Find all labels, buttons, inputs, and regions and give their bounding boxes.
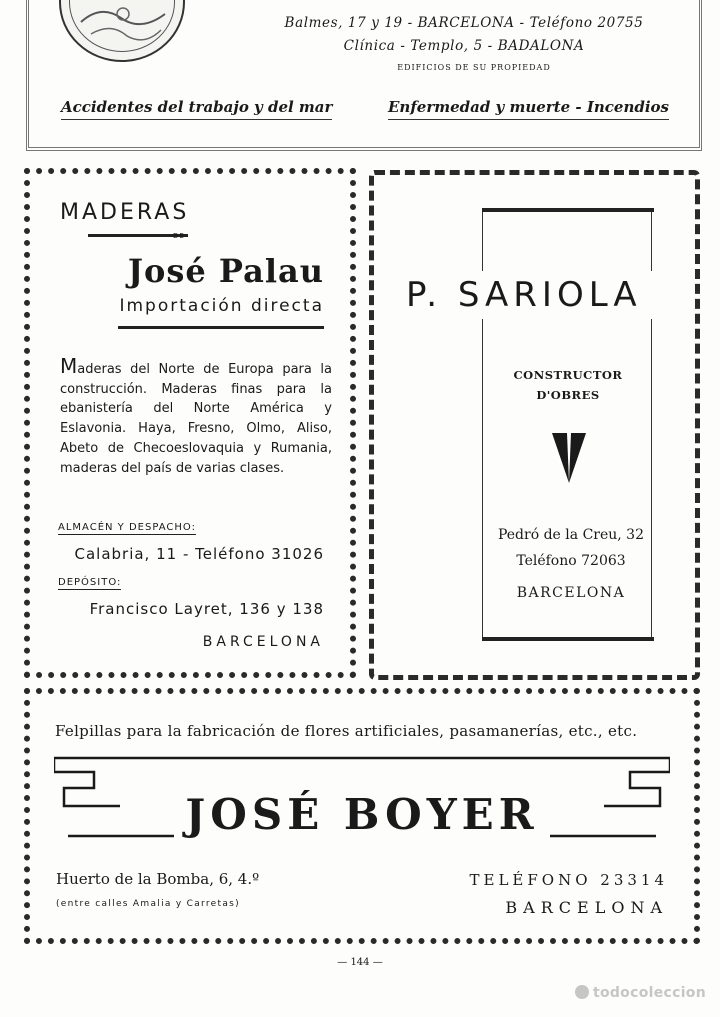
palau-city: BARCELONA (202, 634, 324, 650)
sariola-phone: Teléfono 72063 (516, 553, 626, 569)
palau-description (60, 354, 332, 478)
sariola-name: P. SARIOLA (398, 271, 688, 319)
sariola-logo-icon (552, 433, 586, 483)
boyer-name: JOSÉ BOYER (185, 790, 539, 839)
divider (482, 637, 654, 641)
palau-deposit: Francisco Layret, 136 y 138 (89, 600, 324, 618)
boyer-address: Huerto de la Bomba, 6, 4.º (56, 870, 260, 888)
palau-deposit-label: DEPÓSITO: (58, 577, 122, 588)
page-number: — 144 — (337, 957, 383, 968)
divider (118, 326, 324, 329)
sariola-ad (369, 170, 700, 680)
boyer-ad (24, 688, 700, 944)
insurance-ad (26, 0, 702, 151)
watermark-logo-icon (575, 985, 589, 999)
insurance-tag-accidents: Accidentes del trabajo y del mar (61, 98, 332, 120)
divider (482, 208, 654, 212)
palau-de: DE (173, 232, 185, 240)
palau-warehouse-label: ALMACÉN Y DESPACHO: (58, 522, 196, 533)
insurance-address: Balmes, 17 y 19 - BARCELONA - Teléfono 20755 (284, 15, 644, 31)
sariola-role: CONSTRUCTOR (513, 368, 623, 382)
boyer-phone: TELÉFONO 23314 (469, 871, 668, 889)
insurance-clinic: Clínica - Templo, 5 - BADALONA (343, 38, 585, 54)
watermark (575, 985, 706, 1001)
boyer-address-note: (entre calles Amalia y Carretas) (56, 899, 240, 909)
boyer-city: BARCELONA (505, 898, 668, 917)
boyer-tagline: Felpillas para la fabricación de flores artificiales, pasamanerías, etc., etc. (55, 722, 638, 740)
sariola-role-2: D'OBRES (536, 388, 600, 402)
watermark-text: todocoleccion (592, 985, 706, 1001)
palau-ad (24, 168, 356, 678)
sariola-city: BARCELONA (516, 585, 626, 601)
palau-body-text: aderas del Norte de Europa para la construcción. Maderas finas para la ebanistería del Norte América y Eslavonia. Haya, Fresno, Olmo, Aliso, Abeto de Checoeslovaquia y Rumania, maderas del país de varias clases. (60, 362, 332, 476)
palau-title: MADERAS (60, 200, 190, 225)
insurance-tag-illness: Enfermedad y muerte - Incendios (388, 98, 669, 120)
insurance-property-note: EDIFICIOS DE SU PROPIEDAD (397, 63, 551, 72)
palau-name: José Palau (127, 252, 324, 290)
sariola-address: Pedró de la Creu, 32 (497, 527, 644, 543)
palau-subtitle: Importación directa (119, 296, 324, 316)
palau-dropcap: M (60, 354, 78, 378)
palau-warehouse: Calabria, 11 - Teléfono 31026 (74, 545, 324, 563)
